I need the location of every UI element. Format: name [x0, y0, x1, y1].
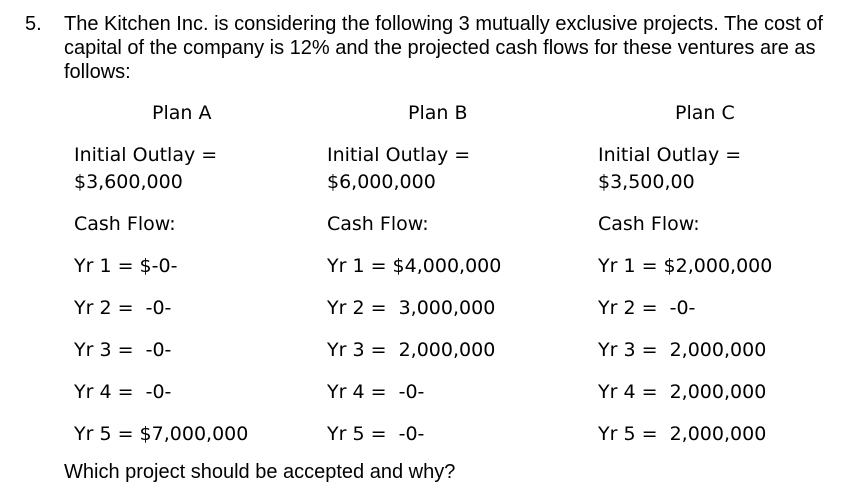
plan-c-year-2: Yr 2 = -0-	[598, 297, 696, 319]
plan-b-outlay-value: $6,000,000	[327, 171, 436, 193]
plan-b-header: Plan B	[408, 102, 468, 124]
plan-a-year-2: Yr 2 = -0-	[74, 297, 172, 319]
plan-c-outlay-label: Initial Outlay =	[598, 144, 742, 166]
plan-c-year-4: Yr 4 = 2,000,000	[598, 381, 767, 403]
plan-c-year-5: Yr 5 = 2,000,000	[598, 423, 767, 445]
plan-c-year-3: Yr 3 = 2,000,000	[598, 339, 767, 361]
plan-a-outlay-value: $3,600,000	[74, 171, 183, 193]
question-intro: The Kitchen Inc. is considering the following 3 mutually exclusive projects. The cost of capital of the company is 12% and the projected cash flows for these ventures are as follows:	[64, 13, 823, 83]
plan-b-outlay-label: Initial Outlay =	[327, 144, 471, 166]
plan-c-cash-flow-label: Cash Flow:	[598, 213, 700, 235]
plan-a-header: Plan A	[152, 102, 212, 124]
plan-c-header: Plan C	[675, 102, 735, 124]
plan-c-outlay-value: $3,500,00	[598, 171, 695, 193]
plan-b-year-5: Yr 5 = -0-	[327, 423, 425, 445]
plan-a-year-1: Yr 1 = $-0-	[74, 255, 178, 277]
plan-a-outlay-label: Initial Outlay =	[74, 144, 218, 166]
plan-b-year-1: Yr 1 = $4,000,000	[327, 255, 502, 277]
plan-a-year-3: Yr 3 = -0-	[74, 339, 172, 361]
plan-b-year-3: Yr 3 = 2,000,000	[327, 339, 496, 361]
plan-c-year-1: Yr 1 = $2,000,000	[598, 255, 773, 277]
plan-b-cash-flow-label: Cash Flow:	[327, 213, 429, 235]
plan-b-year-4: Yr 4 = -0-	[327, 381, 425, 403]
question-closing: Which project should be accepted and why?	[64, 461, 456, 483]
plan-a-year-4: Yr 4 = -0-	[74, 381, 172, 403]
plan-b-year-2: Yr 2 = 3,000,000	[327, 297, 496, 319]
plan-a-year-5: Yr 5 = $7,000,000	[74, 423, 249, 445]
question-number: 5.	[25, 13, 42, 35]
plan-a-cash-flow-label: Cash Flow:	[74, 213, 176, 235]
